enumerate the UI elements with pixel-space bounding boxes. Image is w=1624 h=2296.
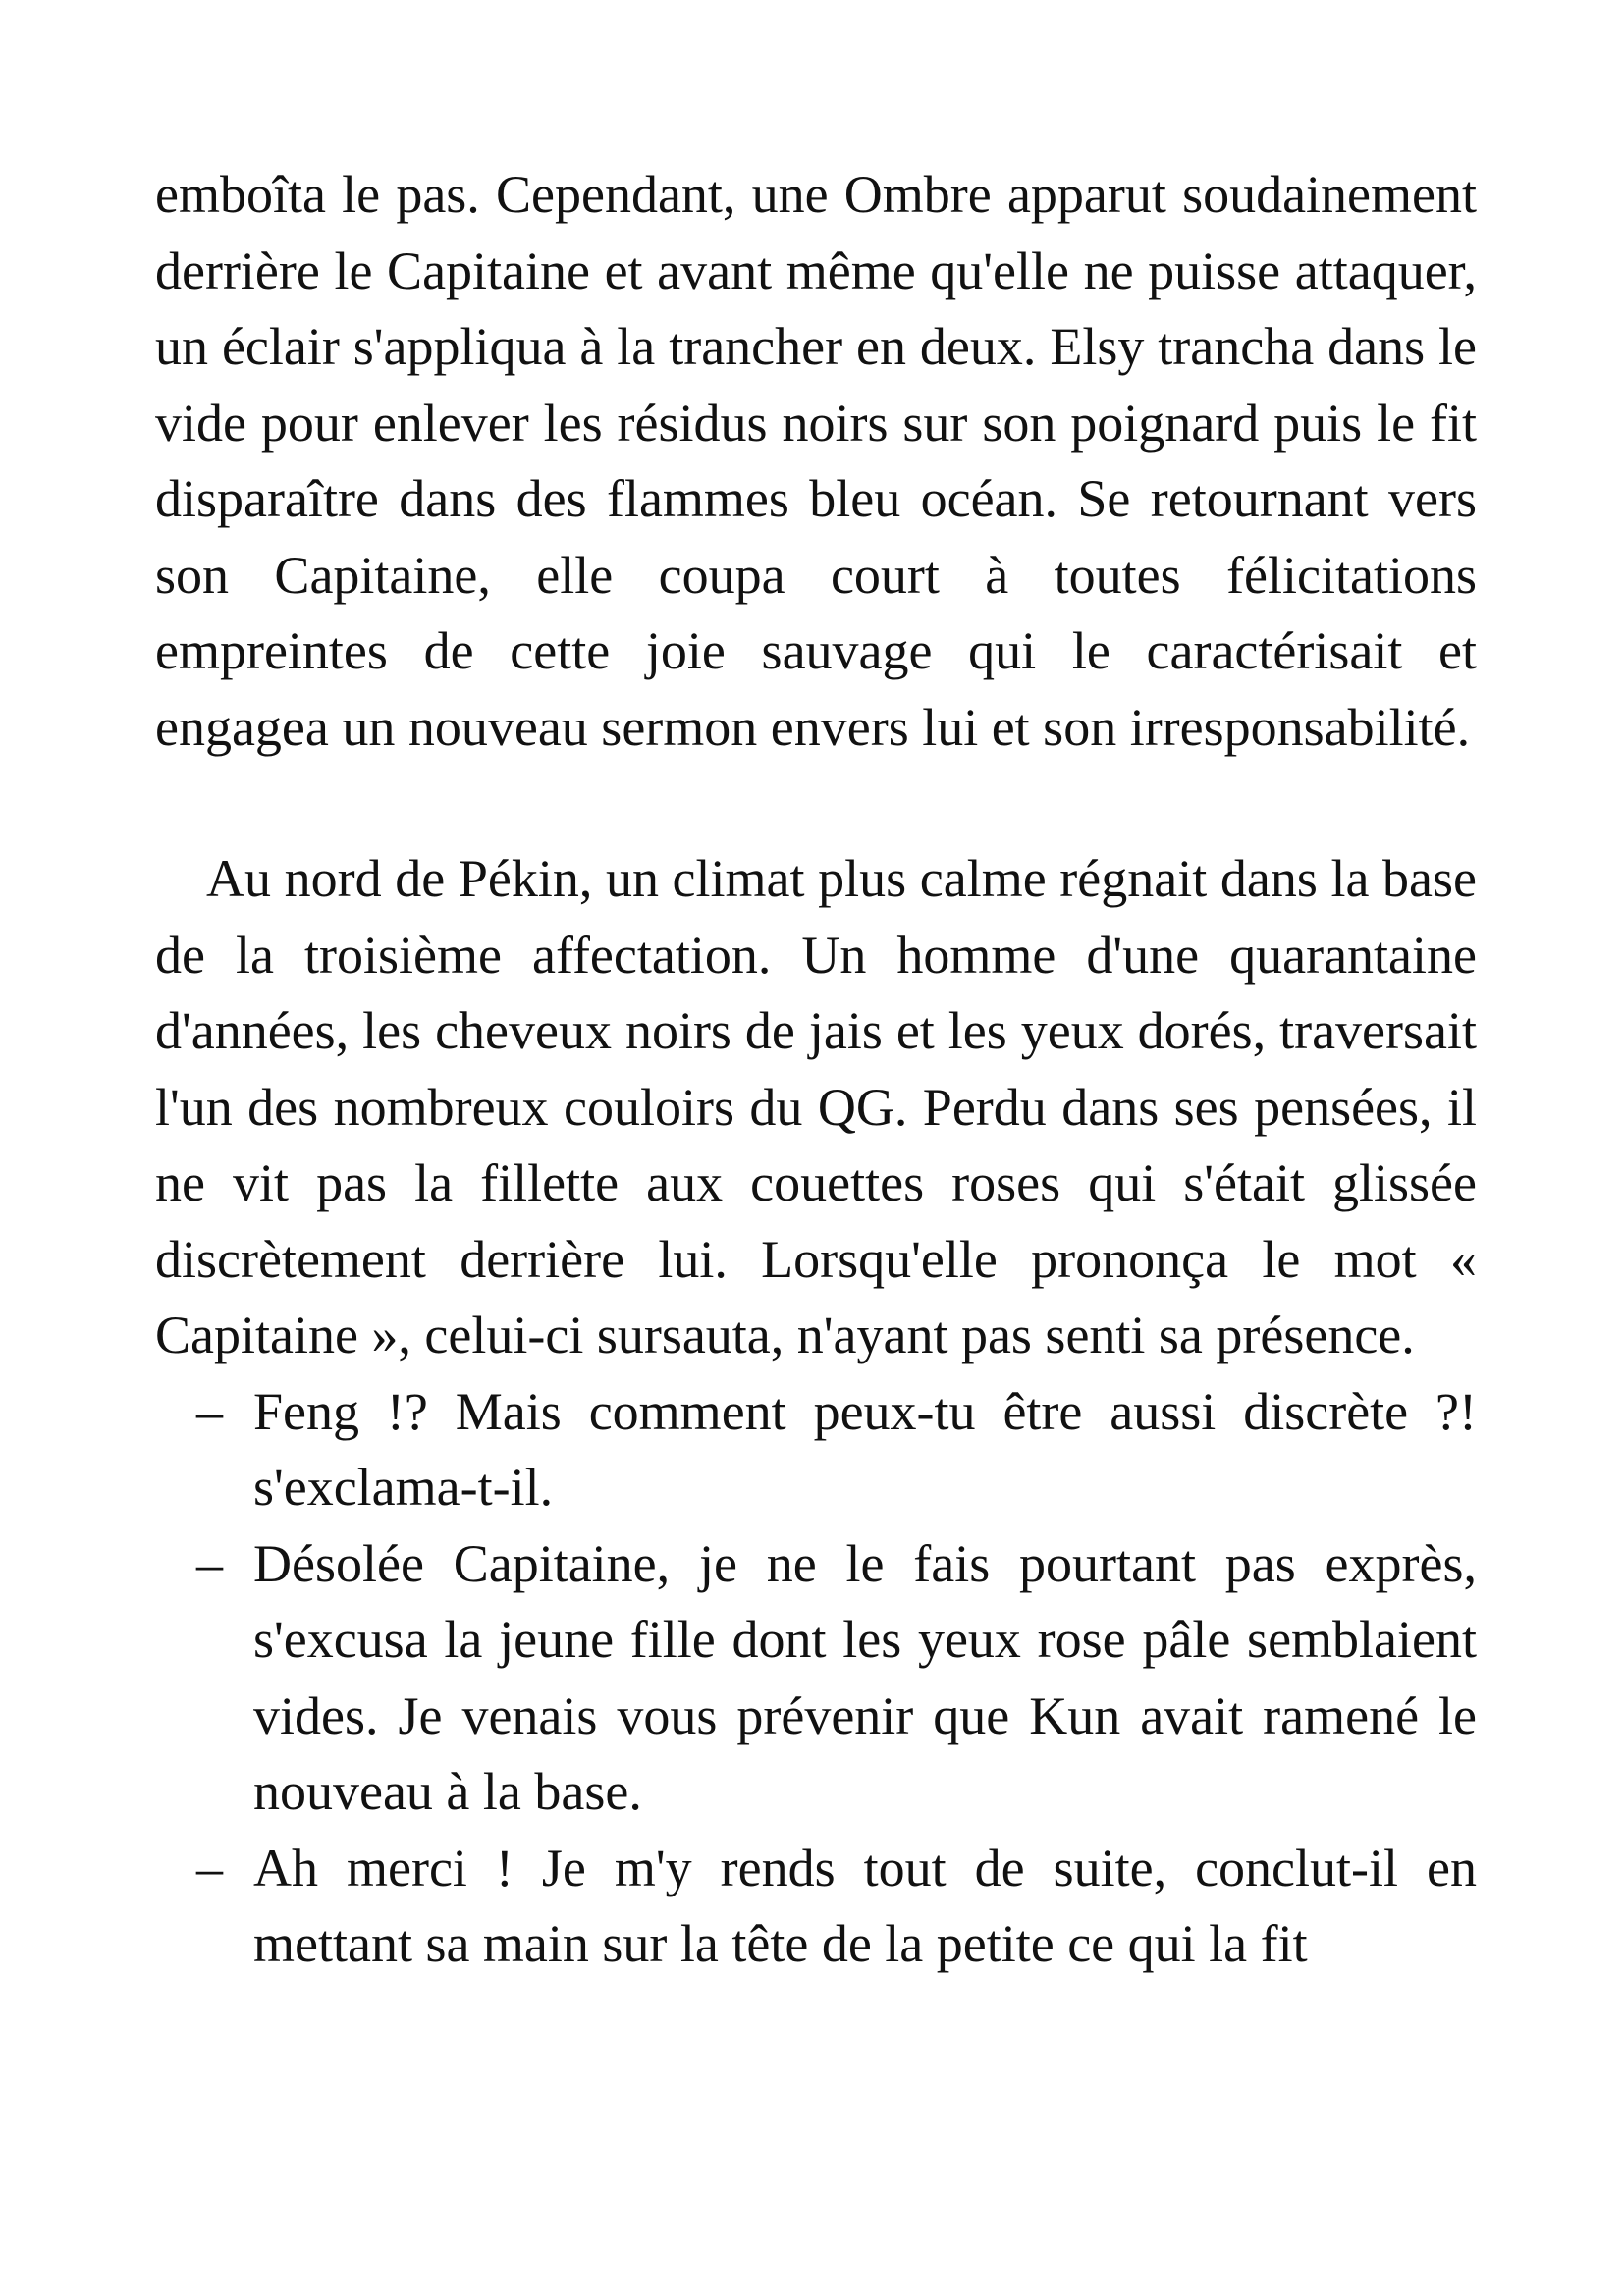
- dialogue-dash: –: [196, 1533, 223, 1593]
- dialogue-text: Feng !? Mais comment peux-tu être aussi discrète ?! s'exclama-t-il.: [253, 1381, 1477, 1517]
- dialogue-text: Désolée Capitaine, je ne le fais pourtant pas exprès, s'excusa la jeune fille dont les yeux rose pâle semblaient vides. Je venais vous prévenir que Kun avait ramené le nouveau à la base.: [253, 1533, 1477, 1821]
- dialogue-line-2: [155, 1526, 1477, 1831]
- paragraph-break: [155, 766, 1477, 841]
- page-body: [155, 157, 1477, 1983]
- dialogue-text: Ah merci ! Je m'y rends tout de suite, conclut-il en mettant sa main sur la tête de la petite ce qui la fit: [253, 1838, 1477, 1973]
- dialogue-dash: –: [196, 1838, 223, 1897]
- paragraph-2: Au nord de Pékin, un climat plus calme régnait dans la base de la troisième affectation. Un homme d'une quarantaine d'années, les cheveux noirs de jais et les yeux dorés, traversait l'un des nombreux couloirs du QG. Perdu dans ses pensées, il ne vit pas la fillette aux couettes roses qui s'était glissée discrètement derrière lui. Lorsqu'elle prononça le mot « Capitaine », celui-ci sursauta, n'ayant pas senti sa présence.: [155, 849, 1477, 1364]
- dialogue-line-1: [155, 1374, 1477, 1526]
- dialogue-line-3: [155, 1831, 1477, 1983]
- paragraph-1: emboîta le pas. Cependant, une Ombre apparut soudainement derrière le Capitaine et avant même qu'elle ne puisse attaquer, un éclair s'appliqua à la trancher en deux. Elsy trancha dans le vide pour enlever les résidus noirs sur son poignard puis le fit disparaître dans des flammes bleu océan. Se retournant vers son Capitaine, elle coupa court à toutes félicitations empreintes de cette joie sauvage qui le caractérisait et engagea un nouveau sermon envers lui et son irresponsabilité.: [155, 165, 1477, 757]
- dialogue-dash: –: [196, 1381, 223, 1441]
